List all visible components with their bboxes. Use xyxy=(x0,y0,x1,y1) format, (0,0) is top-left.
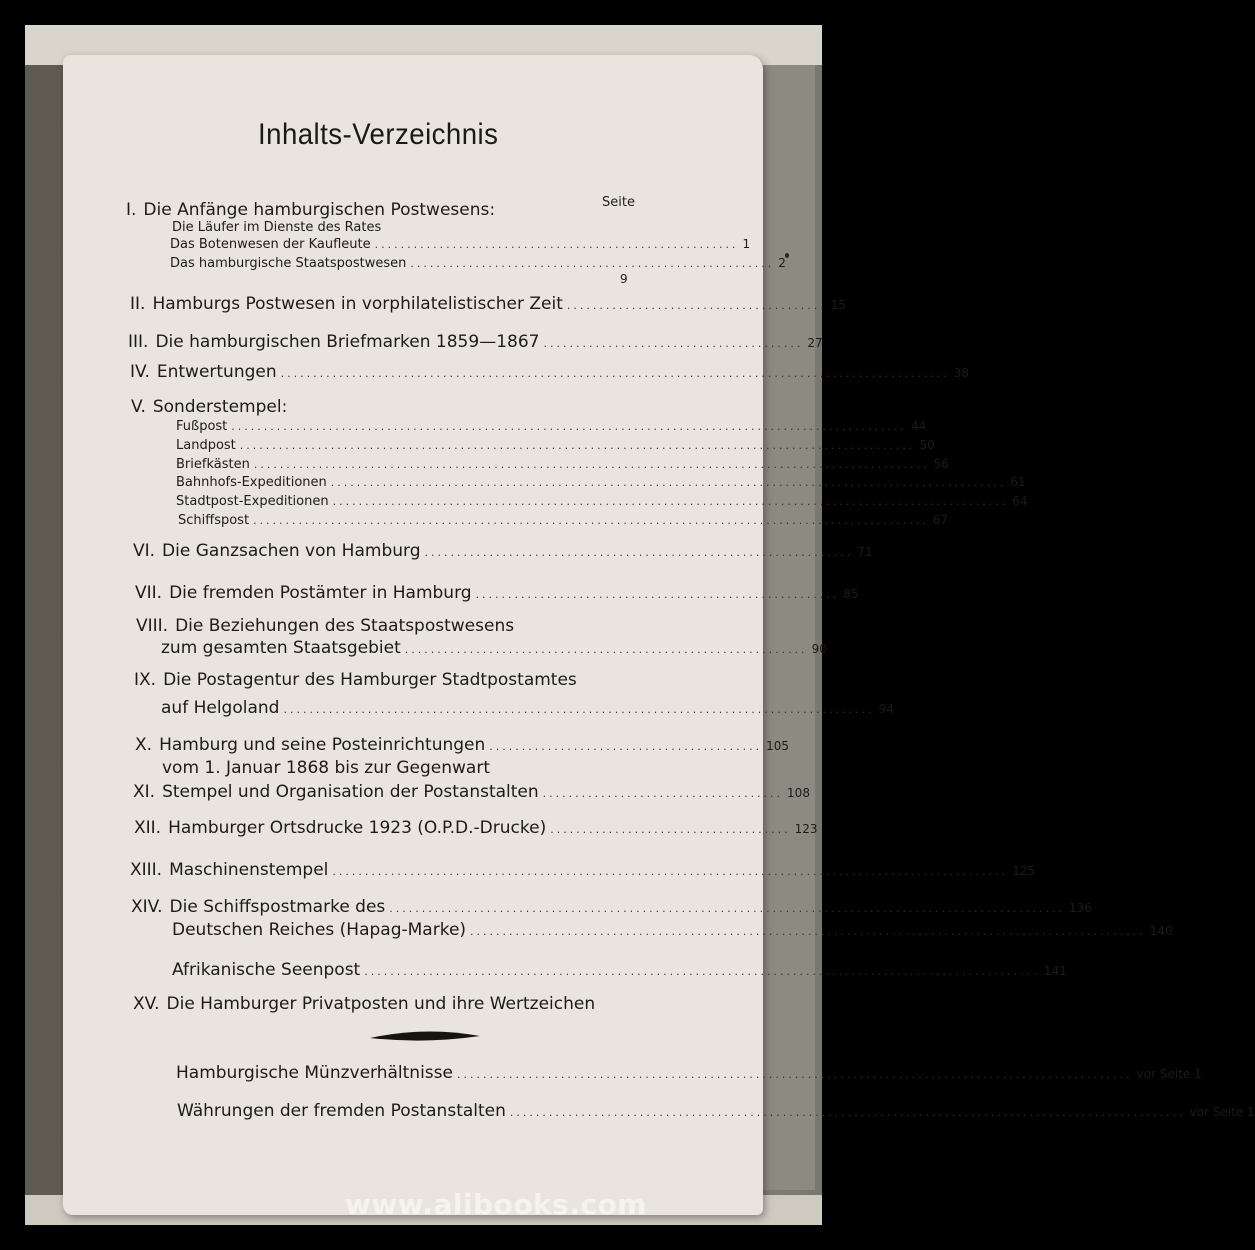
entry-label: Das Botenwesen der Kaufleute xyxy=(170,237,371,252)
toc-entry-15 xyxy=(133,994,598,1014)
toc-entry-8-continued xyxy=(161,638,827,658)
toc-entry-14b xyxy=(172,960,1067,980)
toc-subentry xyxy=(170,237,751,252)
entry-number: XI. xyxy=(133,782,156,802)
toc-entry-9-continued xyxy=(161,698,894,718)
leader-dots: ........................................................................................................ xyxy=(253,514,929,527)
entry-label: Hamburgische Münzverhältnisse xyxy=(176,1063,453,1083)
entry-label: Die Läufer im Dienste des Rates xyxy=(172,220,382,235)
entry-label: Die Postagentur des Hamburger Stadtpostamtes xyxy=(163,670,577,690)
leader-dots: ........................................................................................................ xyxy=(330,476,1007,489)
entry-label: Afrikanische Seenpost xyxy=(172,960,361,980)
toc-entry-10 xyxy=(135,735,790,755)
leader-dots: ........................................................................................................ xyxy=(231,420,907,433)
toc-entry-6 xyxy=(133,541,873,561)
leader-dots: ..................................... xyxy=(542,787,784,800)
leader-dots: ........................................................................................................ xyxy=(364,965,1040,978)
entry-label-continued: zum gesamten Staatsgebiet xyxy=(161,638,401,658)
leader-dots: ........................................................................................................ xyxy=(470,925,1146,938)
entry-label: Die Beziehungen des Staatspostwesens xyxy=(175,616,515,636)
entry-label-continued: auf Helgoland xyxy=(161,698,280,718)
leader-dots: ........................................................................................................ xyxy=(509,1106,1186,1119)
toc-subentry xyxy=(176,438,935,453)
entry-label: Entwertungen xyxy=(156,362,277,382)
watermark: www.alibooks.com xyxy=(345,1188,647,1221)
entry-page: 38 xyxy=(953,366,970,380)
toc-entry-3 xyxy=(128,332,823,352)
toc-entry-7 xyxy=(135,583,859,603)
entry-page: 27 xyxy=(807,336,823,350)
entry-page: 136 xyxy=(1068,901,1092,915)
toc-entry-14-continued xyxy=(172,920,1173,940)
toc-entry-8 xyxy=(136,616,514,636)
entry-page: 105 xyxy=(766,739,790,753)
entry-page: 44 xyxy=(910,419,927,433)
appendix-entry-2 xyxy=(177,1101,1255,1121)
entry-label: Sonderstempel: xyxy=(152,397,288,417)
leader-dots: ........................................................ xyxy=(475,588,840,601)
entry-label: Hamburg und seine Posteinrichtungen xyxy=(159,735,486,755)
leader-dots: ........................................ xyxy=(566,299,827,312)
entry-page: 67 xyxy=(932,513,948,527)
entry-page: 64 xyxy=(1012,494,1028,508)
entry-label-continued: Deutschen Reiches (Hapag-Marke) xyxy=(172,920,467,940)
entry-page: 108 xyxy=(787,786,810,800)
entry-label: Währungen der fremden Postanstalten xyxy=(177,1101,506,1121)
entry-label: Stadtpost-Expeditionen xyxy=(176,494,329,509)
entry-label: Die hamburgischen Briefmarken 1859—1867 xyxy=(155,332,540,352)
leader-dots: ........................................................................................................ xyxy=(456,1068,1133,1081)
entry-label: Hamburgs Postwesen in vorphilatelistischer Zeit xyxy=(152,294,563,314)
entry-number: XII. xyxy=(134,818,162,838)
seite-column-label: Seite xyxy=(602,195,635,210)
toc-subentry xyxy=(176,457,949,472)
leader-dots: ........................................................................................................ xyxy=(332,495,1009,508)
entry-number: XV. xyxy=(133,994,160,1014)
page-title: Inhalts-Verzeichnis xyxy=(258,118,499,151)
leader-dots: .................................................................. xyxy=(424,546,854,559)
entry-page: 1 xyxy=(742,237,751,251)
entry-label: Landpost xyxy=(176,438,236,453)
entry-number: X. xyxy=(135,735,153,755)
entry-number: II. xyxy=(130,294,146,314)
entry-number: XIII. xyxy=(130,860,163,880)
entry-page: 61 xyxy=(1010,475,1026,489)
entry-number: V. xyxy=(131,397,146,417)
entry-label: Schiffspost xyxy=(178,513,250,528)
entry-page: 90 xyxy=(811,642,827,656)
entry-label: Maschinenstempel xyxy=(169,860,329,880)
toc-entry-14 xyxy=(131,897,1092,917)
toc-subentry xyxy=(172,220,472,235)
appendix-entry-1 xyxy=(176,1063,1202,1083)
entry-page: 50 xyxy=(919,438,935,452)
leader-dots: ........................................................................................................ xyxy=(389,902,1065,915)
entry-number: VIII. xyxy=(136,616,169,636)
toc-subentry-page xyxy=(620,272,628,286)
entry-page: vor Seite 1 xyxy=(1189,1105,1255,1119)
entry-number: IV. xyxy=(130,362,150,382)
entry-label: Stempel und Organisation der Postanstalten xyxy=(162,782,539,802)
entry-number: VII. xyxy=(135,583,163,603)
toc-subentry xyxy=(176,494,1028,509)
entry-number: I. xyxy=(126,200,137,220)
entry-number: IX. xyxy=(134,670,157,690)
leader-dots: ........................................................ xyxy=(410,257,775,270)
toc-entry-9 xyxy=(134,670,577,690)
entry-number: XIV. xyxy=(131,897,163,917)
toc-entry-12 xyxy=(134,818,818,838)
entry-page: 125 xyxy=(1012,864,1035,878)
entry-page: 140 xyxy=(1149,924,1173,938)
entry-label: Briefkästen xyxy=(176,457,250,472)
entry-label: Die Ganzsachen von Hamburg xyxy=(162,541,421,561)
toc-entry-1 xyxy=(126,200,495,220)
toc-entry-5 xyxy=(131,397,287,417)
leader-dots: .............................................................. xyxy=(404,643,808,656)
leader-dots: ........................................................................................................ xyxy=(253,458,930,471)
entry-label: Die Anfänge hamburgischen Postwesens: xyxy=(143,200,496,220)
entry-label: Bahnhofs-Expeditionen xyxy=(176,475,327,490)
leader-dots: ........................................................................................................ xyxy=(332,865,1009,878)
leader-dots: ........................................................ xyxy=(374,238,739,251)
entry-page: 141 xyxy=(1043,964,1067,978)
leader-dots: ....................................................................................................... xyxy=(280,367,950,380)
entry-page: 15 xyxy=(830,298,847,312)
entry-page: 2 xyxy=(778,256,786,270)
entry-page: 56 xyxy=(933,457,949,471)
leader-dots: .......................................... xyxy=(489,740,763,753)
toc-subentry xyxy=(170,256,786,271)
entry-label: Hamburger Ortsdrucke 1923 (O.P.D.-Drucke) xyxy=(168,818,547,838)
entry-page: 94 xyxy=(878,702,894,716)
toc-subentry xyxy=(176,419,927,434)
ornament-swash xyxy=(370,1030,480,1044)
entry-label: Das hamburgische Staatspostwesen xyxy=(170,256,407,271)
entry-number: VI. xyxy=(133,541,156,561)
leader-dots: ..................................... xyxy=(550,823,791,836)
toc-entry-2 xyxy=(130,294,847,314)
entry-label: Die Schiffspostmarke des xyxy=(169,897,386,917)
entry-page: 85 xyxy=(843,587,859,601)
toc-subentry xyxy=(176,475,1026,490)
leader-dots: ........................................................................................... xyxy=(283,703,875,716)
toc-entry-10-continued: vom 1. Januar 1868 bis zur Gegenwart xyxy=(162,758,491,778)
entry-label: Die fremden Postämter in Hamburg xyxy=(169,583,472,603)
toc-entry-13 xyxy=(130,860,1035,880)
entry-page: 123 xyxy=(794,822,818,836)
toc-subentry xyxy=(178,513,948,528)
toc-entry-4 xyxy=(130,362,970,382)
leader-dots: ........................................ xyxy=(543,337,804,350)
entry-label: Die Hamburger Privatposten und ihre Wertzeichen xyxy=(166,994,596,1014)
entry-page: 9 xyxy=(620,272,628,286)
leader-dots: ........................................................................................................ xyxy=(239,439,916,452)
entry-label: Fußpost xyxy=(176,419,228,434)
entry-page: 71 xyxy=(857,545,873,559)
entry-page: vor Seite 1 xyxy=(1136,1067,1202,1081)
toc-entry-11 xyxy=(133,782,810,802)
entry-number: III. xyxy=(128,332,149,352)
